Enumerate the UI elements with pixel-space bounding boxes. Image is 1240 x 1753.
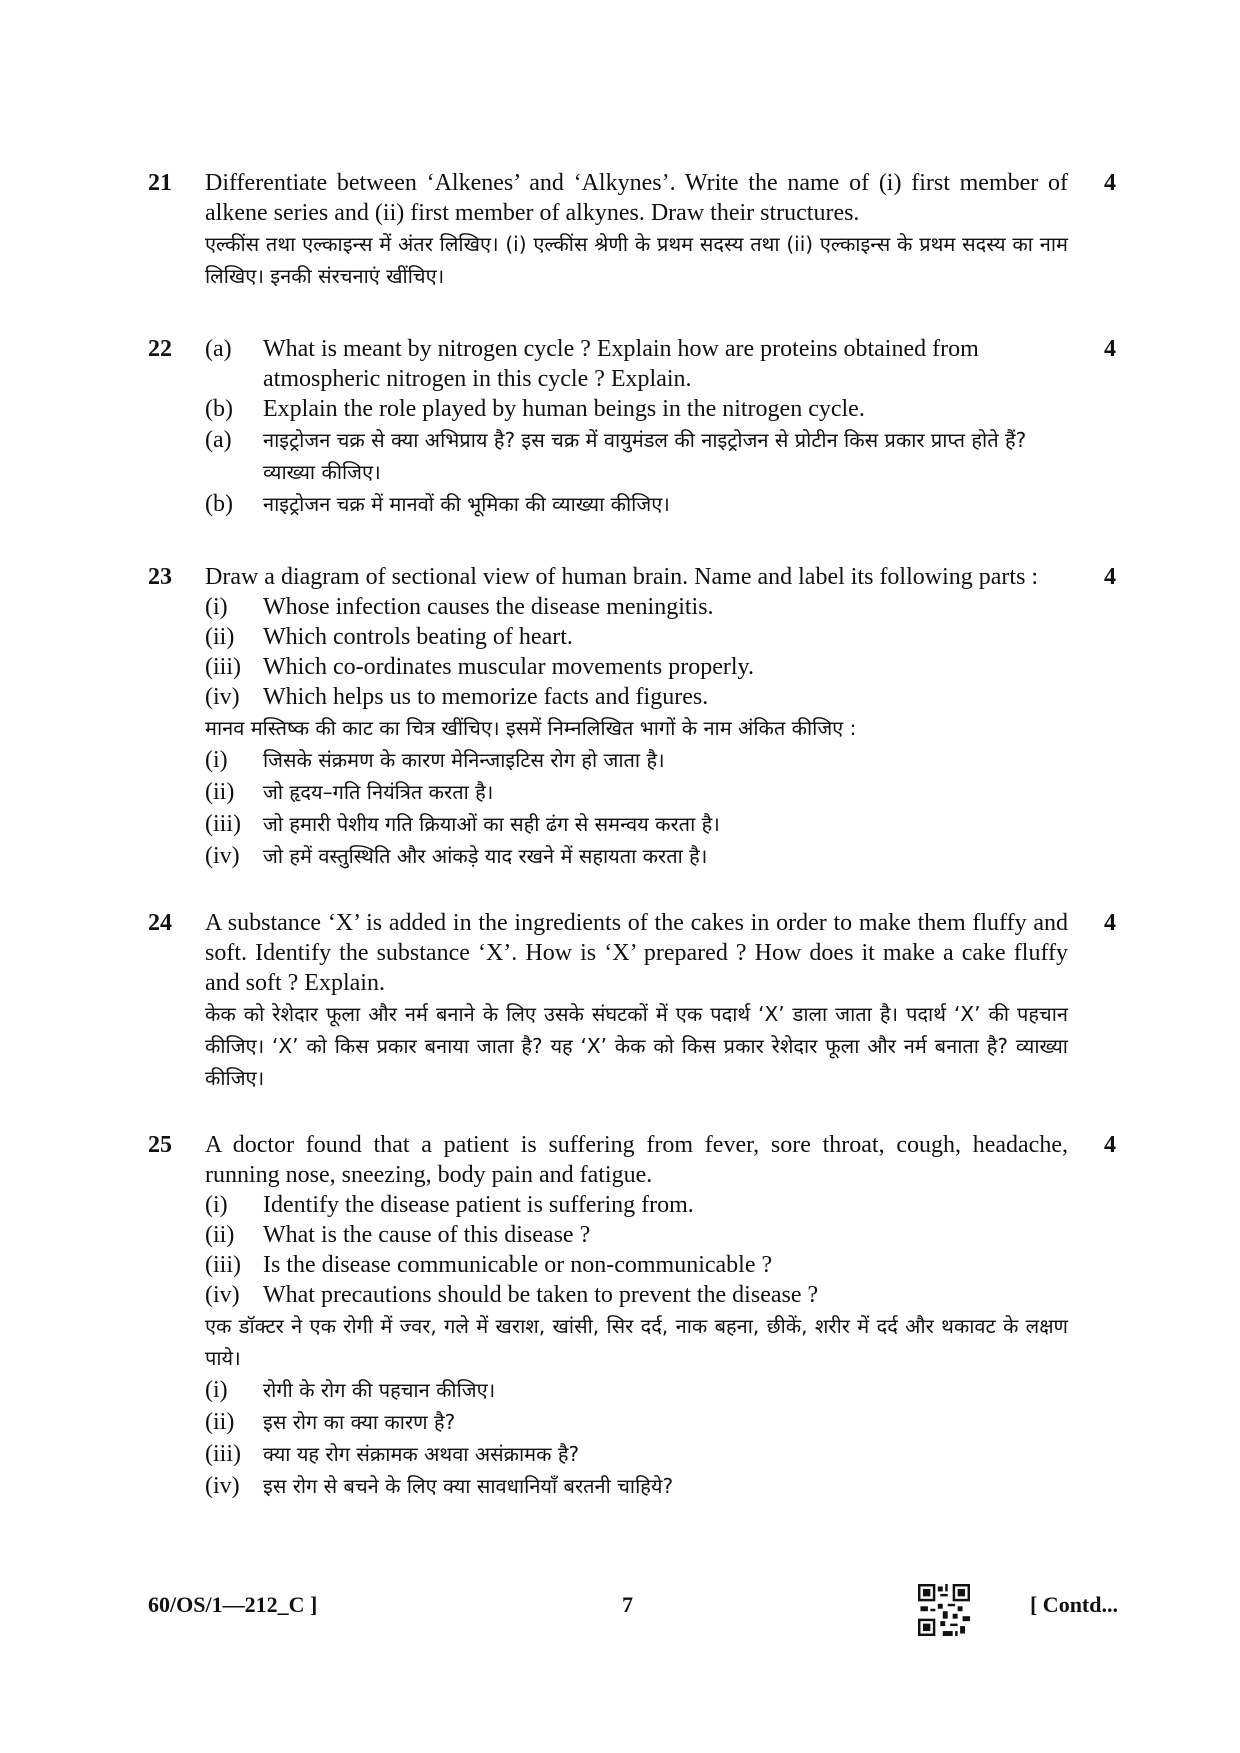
question-marks: 4 — [1104, 564, 1116, 590]
sub-question-label: (iv) — [205, 1473, 240, 1499]
sub-question-label: (ii) — [205, 624, 235, 650]
sub-question-text: Explain the role played by human beings in the nitrogen cycle. — [263, 396, 865, 422]
sub-question-label: (ii) — [205, 1409, 235, 1435]
sub-question-text: Is the disease communicable or non-communicable ? — [263, 1252, 773, 1278]
question-22 — [148, 334, 1128, 520]
sub-question — [205, 622, 1068, 652]
questions-area — [148, 168, 1128, 1502]
question-marks: 4 — [1104, 910, 1116, 936]
sub-question-hindi — [205, 1406, 1068, 1438]
sub-question-label: (b) — [205, 396, 233, 422]
page-number: 7 — [622, 1592, 633, 1617]
sub-question-text: जो हमें वस्तुस्थिति और आंकड़े याद रखने में सहायता करता है। — [263, 844, 708, 868]
question-text-english: Draw a diagram of sectional view of human brain. Name and label its following parts : — [205, 564, 1039, 590]
sub-question-text: What precautions should be taken to prevent the disease ? — [263, 1282, 819, 1308]
question-number: 25 — [148, 1132, 172, 1158]
sub-question — [205, 1250, 1068, 1280]
sub-question-text: जो हृदय–गति नियंत्रित करता है। — [263, 780, 494, 804]
question-25 — [148, 1130, 1128, 1502]
question-text-english: Differentiate between ‘Alkenes’ and ‘Alkynes’. Write the name of (i) first member of alkene series and (ii) first member of alkynes. Draw their structures. — [205, 170, 1068, 226]
sub-question-label: (ii) — [205, 1222, 235, 1248]
sub-question-hindi — [205, 1470, 1068, 1502]
sub-question — [205, 682, 1068, 712]
sub-question-label: (i) — [205, 1192, 228, 1218]
question-number: 21 — [148, 170, 172, 196]
question-marks: 4 — [1104, 170, 1116, 196]
question-marks: 4 — [1104, 336, 1116, 362]
page-footer — [148, 1592, 1128, 1632]
sub-question-label: (b) — [205, 491, 233, 517]
question-text-hindi: एक डॉक्टर ने एक रोगी में ज्वर, गले में खराश, खांसी, सिर दर्द, नाक बहना, छीकें, शरीर में दर्द और थकावट के लक्षण पाये। — [205, 1314, 1068, 1370]
question-text-hindi: एल्कींस तथा एल्काइन्स में अंतर लिखिए। (i) एल्कींस श्रेणी के प्रथम सदस्य तथा (ii) एल्काइन्स के प्रथम सदस्य का नाम लिखिए। इनकी संरचनाएं खींचिए। — [205, 232, 1068, 288]
sub-question-text: रोगी के रोग की पहचान कीजिए। — [263, 1378, 496, 1402]
sub-question-label: (iv) — [205, 684, 240, 710]
sub-question — [205, 394, 1068, 424]
sub-question-text: Which controls beating of heart. — [263, 624, 573, 650]
paper-code: 60/OS/1—212_C ] — [148, 1592, 318, 1617]
sub-question-hindi — [205, 1374, 1068, 1406]
sub-question-hindi — [205, 1438, 1068, 1470]
question-text-english: A substance ‘X’ is added in the ingredients of the cakes in order to make them fluffy and soft. Identify the substance ‘X’. How is ‘X’ prepared ? How does it make a cake fluffy and soft ? Explain. — [205, 910, 1068, 996]
sub-question-label: (iv) — [205, 1282, 240, 1308]
sub-question-text: Which helps us to memorize facts and figures. — [263, 684, 709, 710]
sub-question-hindi — [205, 840, 1068, 872]
question-text-english: A doctor found that a patient is suffering from fever, sore throat, cough, headache, running nose, sneezing, body pain and fatigue. — [205, 1132, 1068, 1188]
sub-question-text: इस रोग का क्या कारण है? — [263, 1410, 456, 1434]
sub-question-label: (iii) — [205, 811, 241, 837]
question-24 — [148, 908, 1128, 1094]
sub-question-text: Which co-ordinates muscular movements properly. — [263, 654, 754, 680]
sub-question — [205, 592, 1068, 622]
sub-question-text: What is the cause of this disease ? — [263, 1222, 591, 1248]
sub-question-label: (iii) — [205, 1252, 241, 1278]
sub-question-hindi — [205, 744, 1068, 776]
question-text-hindi: केक को रेशेदार फूला और नर्म बनाने के लिए उसके संघटकों में एक पदार्थ ‘X’ डाला जाता है। पदार्थ ‘X’ की पहचान कीजिए। ‘X’ को किस प्रकार बनाया जाता है? यह ‘X’ केक को किस प्रकार रेशेदार फूला और नर्म बनाता है? व्याख्या कीजिए। — [205, 1002, 1068, 1090]
qr-code-icon — [918, 1584, 970, 1636]
sub-question — [205, 652, 1068, 682]
sub-question — [205, 1220, 1068, 1250]
sub-question-label: (iv) — [205, 843, 240, 869]
sub-question-text: जो हमारी पेशीय गति क्रियाओं का सही ढंग से समन्वय करता है। — [263, 812, 720, 836]
sub-question — [205, 1190, 1068, 1220]
sub-question-text: नाइट्रोजन चक्र से क्या अभिप्राय है? इस चक्र में वायुमंडल की नाइट्रोजन से प्रोटीन किस प्रकार प्राप्त होते हैं? व्याख्या कीजिए। — [263, 428, 1027, 484]
sub-question-hindi — [205, 424, 1068, 488]
sub-question-hindi — [205, 808, 1068, 840]
sub-question-label: (a) — [205, 427, 232, 453]
sub-question-label: (i) — [205, 747, 228, 773]
sub-question-label: (iii) — [205, 654, 241, 680]
question-number: 24 — [148, 910, 172, 936]
sub-question-text: Identify the disease patient is suffering from. — [263, 1192, 694, 1218]
sub-question-label: (iii) — [205, 1441, 241, 1467]
question-23 — [148, 562, 1128, 872]
sub-question — [205, 334, 1068, 394]
question-text-hindi: मानव मस्तिष्क की काट का चित्र खींचिए। इसमें निम्नलिखित भागों के नाम अंकित कीजिए : — [205, 716, 857, 740]
sub-question-hindi — [205, 488, 1068, 520]
sub-question-text: Whose infection causes the disease meningitis. — [263, 594, 714, 620]
sub-question-label: (i) — [205, 1377, 228, 1403]
sub-question-label: (i) — [205, 594, 228, 620]
sub-question — [205, 1280, 1068, 1310]
sub-question-text: इस रोग से बचने के लिए क्या सावधानियाँ बरतनी चाहिये? — [263, 1474, 674, 1498]
sub-question-label: (a) — [205, 336, 232, 362]
question-21 — [148, 168, 1128, 292]
question-number: 23 — [148, 564, 172, 590]
sub-question-text: What is meant by nitrogen cycle ? Explain how are proteins obtained from atmospheric nitrogen in this cycle ? Explain. — [263, 336, 979, 392]
sub-question-hindi — [205, 776, 1068, 808]
question-number: 22 — [148, 336, 172, 362]
sub-question-text: नाइट्रोजन चक्र में मानवों की भूमिका की व्याख्या कीजिए। — [263, 492, 670, 516]
continued-label: [ Contd... — [1029, 1592, 1118, 1617]
sub-question-label: (ii) — [205, 779, 235, 805]
sub-question-text: जिसके संक्रमण के कारण मेनिन्जाइटिस रोग हो जाता है। — [263, 748, 665, 772]
sub-question-text: क्या यह रोग संक्रामक अथवा असंक्रामक है? — [263, 1442, 580, 1466]
question-marks: 4 — [1104, 1132, 1116, 1158]
